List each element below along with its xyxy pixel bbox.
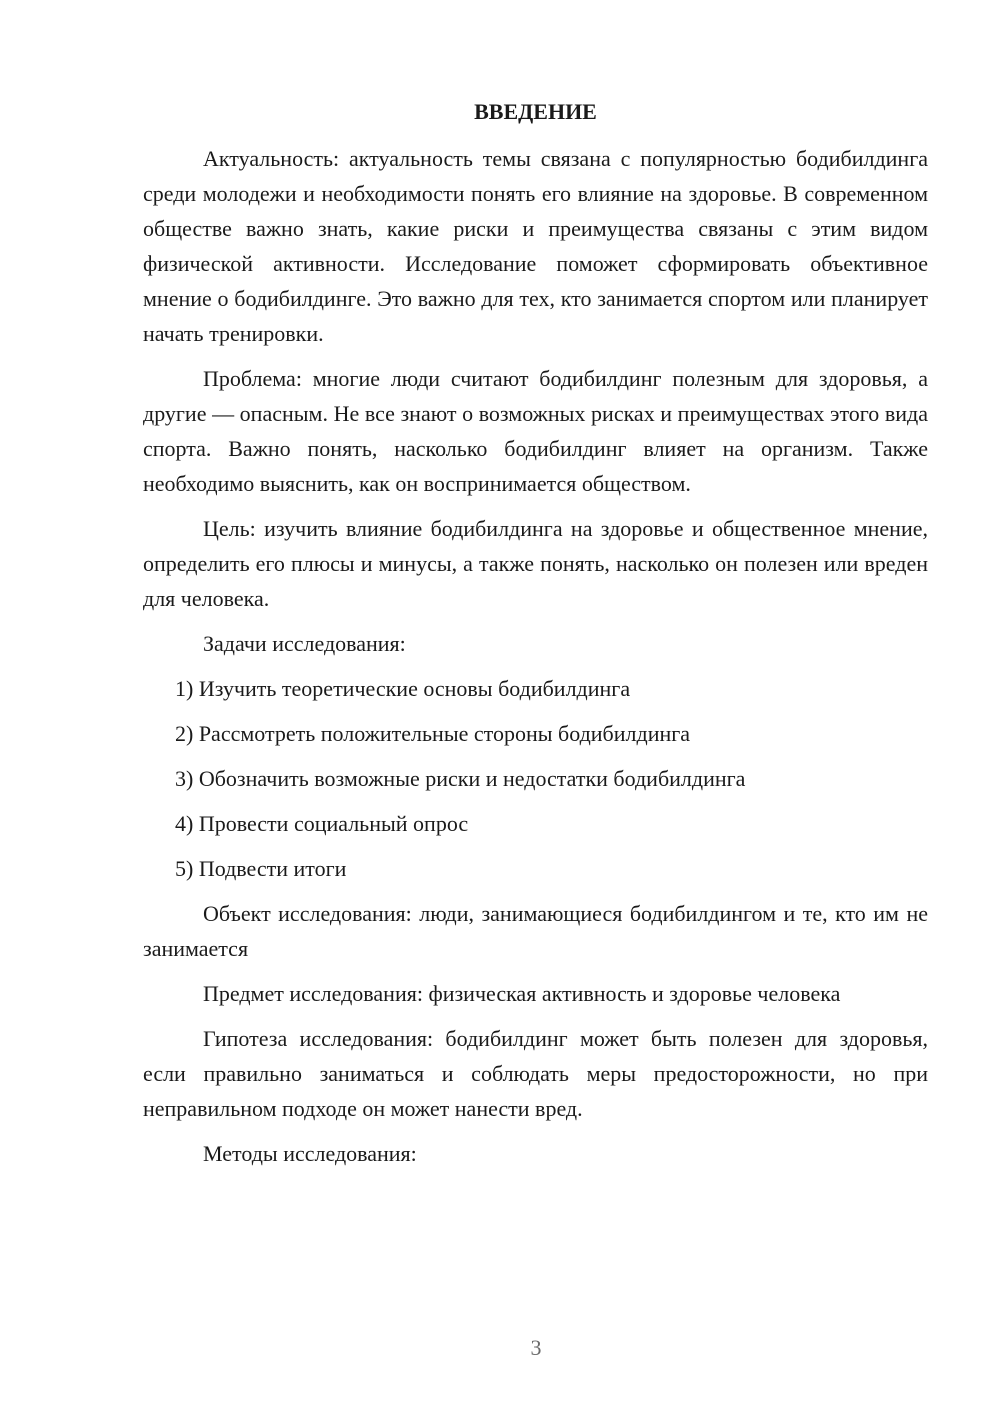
task-item: 1) Изучить теоретические основы бодибилдинга [175,676,631,701]
page-content [143,94,928,1181]
page-number: 3 [530,1335,542,1360]
methods-heading: Методы исследования: [203,1141,417,1166]
task-item: 5) Подвести итоги [175,856,347,881]
goal-paragraph: Цель: изучить влияние бодибилдинга на здоровье и общественное мнение, определить его плюсы и минусы, а также понять, насколько он полезен или вреден для человека. [143,516,928,611]
task-item: 3) Обозначить возможные риски и недостатки бодибилдинга [175,766,746,791]
task-item: 2) Рассмотреть положительные стороны бодибилдинга [175,721,691,746]
task-item: 4) Провести социальный опрос [175,811,469,836]
tasks-list [143,671,928,886]
object-paragraph: Объект исследования: люди, занимающиеся бодибилдингом и те, кто им не занимается [143,901,928,961]
problem-paragraph: Проблема: многие люди считают бодибилдинг полезным для здоровья, а другие — опасным. Не все знают о возможных рисках и преимуществах этого вида спорта. Важно понять, насколько бодибилдинг влияет на организм. Также необходимо выяснить, как он воспринимается обществом. [143,366,928,496]
hypothesis-paragraph: Гипотеза исследования: бодибилдинг может быть полезен для здоровья, если правильно заниматься и соблюдать меры предосторожности, но при неправильном подходе он может нанести вред. [143,1026,928,1121]
section-title: ВВЕДЕНИЕ [474,99,597,124]
relevance-paragraph: Актуальность: актуальность темы связана с популярностью бодибилдинга среди молодежи и необходимости понять его влияние на здоровье. В современном обществе важно знать, какие риски и преимущества связаны с этим видом физической активности. Исследование поможет сформировать объективное мнение о бодибилдинге. Это важно для тех, кто занимается спортом или планирует начать тренировки. [143,146,928,346]
subject-paragraph: Предмет исследования: физическая активность и здоровье человека [203,981,841,1006]
tasks-heading: Задачи исследования: [203,631,406,656]
